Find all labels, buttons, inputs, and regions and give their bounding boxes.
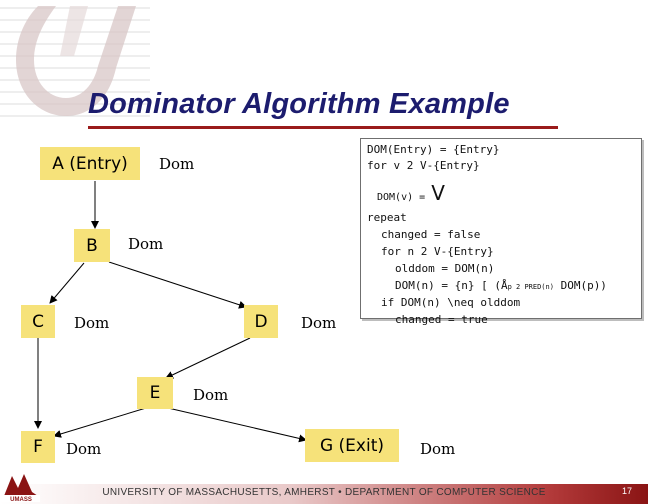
slide-number: 17 [622,486,633,496]
edge-e-g [168,408,306,440]
node-b-label: B [86,235,98,256]
algorithm-box [360,138,642,326]
algo-line-1: DOM(Entry) = {Entry} [367,143,500,156]
edge-d-e [166,338,250,378]
node-f [21,431,55,463]
node-f-label: F [33,437,43,457]
algo-line-4: repeat [367,211,407,224]
algo-line-7: olddom = DOM(n) [395,262,495,275]
algo-line-3-code: DOM(v) = [377,192,432,203]
node-a-label: A (Entry) [52,153,128,174]
algo-line-3 [377,181,445,205]
node-g-label: G (Exit) [319,435,385,456]
node-d-label: D [254,311,268,332]
node-e-label: E [149,383,161,403]
node-a-entry [40,147,140,180]
algo-line-3-symbol: V [431,181,445,205]
node-c [21,305,55,338]
algo-line-5: changed = false [381,228,481,241]
edge-e-f [54,408,146,436]
dom-label-b: Dom [128,235,164,253]
algo-line-8-post: DOM(p)) [553,279,607,292]
node-d [244,305,278,338]
dom-label-a: Dom [159,155,195,173]
algo-line-10: changed = true [395,313,488,326]
algo-line-2: for v 2 V-{Entry} [367,159,480,172]
algo-line-8 [395,279,607,292]
umass-logo-text: UMASS [10,497,32,502]
dom-label-f: Dom [66,440,102,458]
dom-label-d: Dom [301,314,337,332]
algo-line-8-pre: DOM(n) = {n} [ (Å [395,279,508,292]
algo-line-8-sub: p 2 PRED(n) [507,283,554,291]
algo-line-6: for n 2 V-{Entry} [381,245,494,258]
node-e [137,377,173,409]
node-c-label: C [32,311,44,332]
edge-b-d [109,262,246,307]
node-b [74,229,110,262]
umass-logo-icon [2,470,40,502]
algo-line-9: if DOM(n) \neq olddom [381,296,521,309]
node-g-exit [305,429,399,462]
footer-text: UNIVERSITY OF MASSACHUSETTS, AMHERST • DEPARTMENT OF COMPUTER SCIENCE [102,487,546,498]
dom-label-c: Dom [74,314,110,332]
slide-title: Dominator Algorithm Example [88,88,510,120]
dom-label-g: Dom [420,440,456,458]
edge-b-c [50,263,84,303]
dom-label-e: Dom [193,386,229,404]
